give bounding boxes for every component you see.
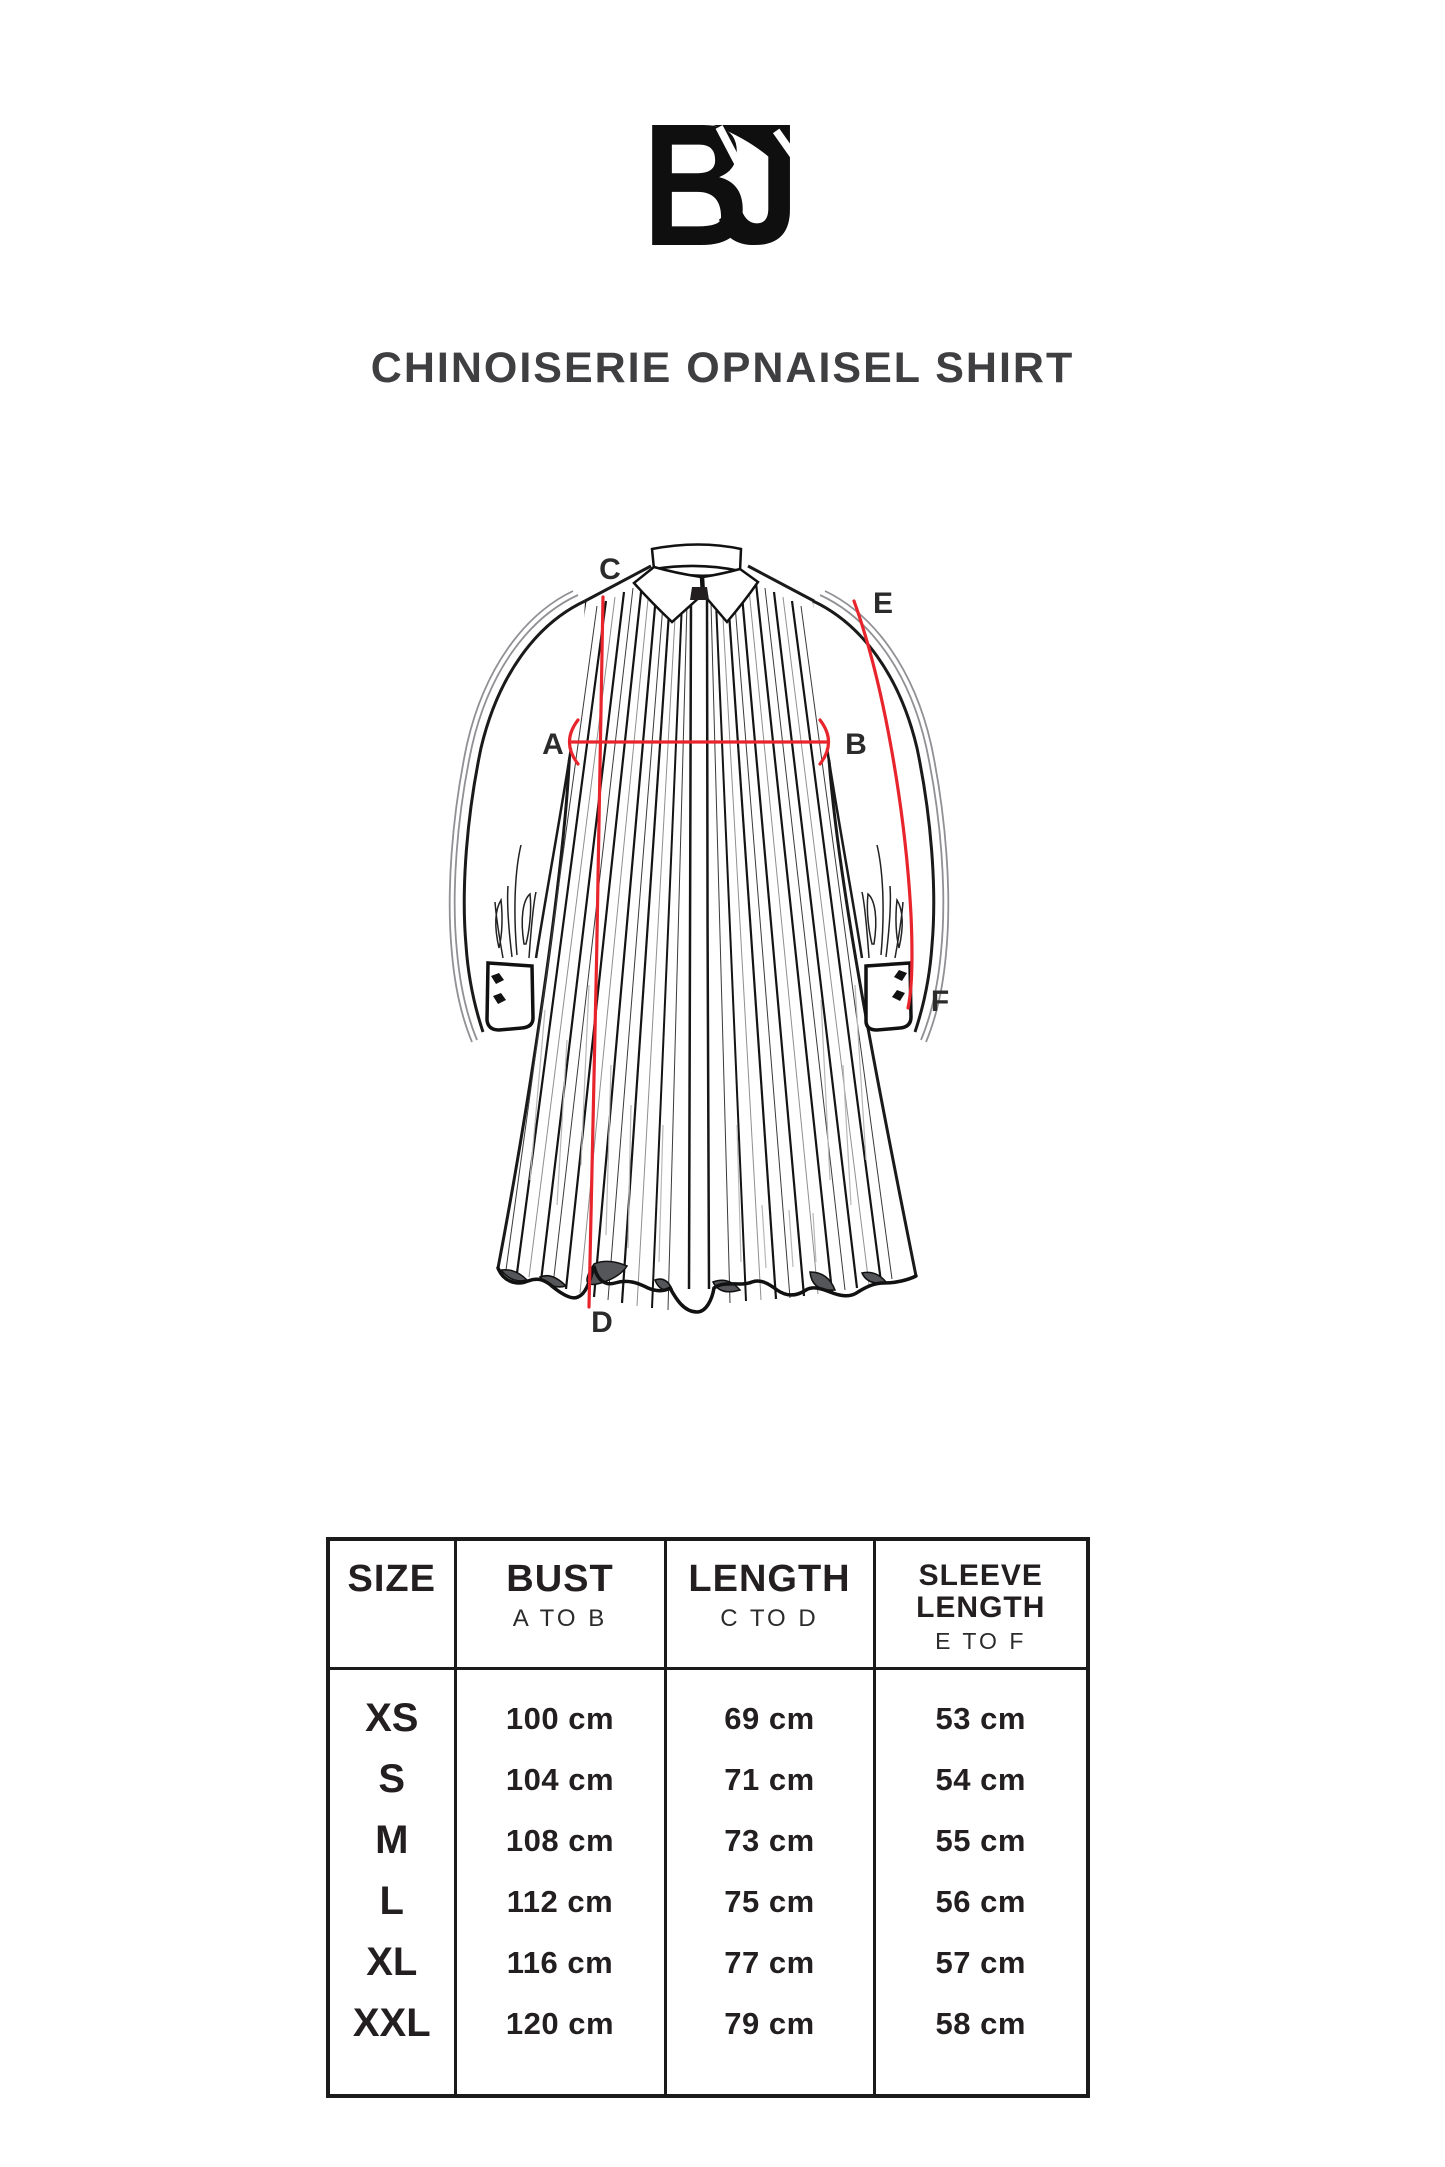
table-row [328, 1749, 1088, 1810]
length-value: 79 cm [665, 1993, 874, 2054]
marker-d: D [591, 1306, 613, 1339]
sleeve-value: 57 cm [874, 1932, 1088, 1993]
header-bust-sublabel: A TO B [512, 1605, 608, 1632]
table-row [328, 1993, 1088, 2054]
drape-lines [530, 985, 866, 1268]
size-label: M [328, 1810, 455, 1871]
table-row [328, 1810, 1088, 1871]
header-bust-label: BUST [506, 1558, 614, 1600]
size-table [326, 1537, 1090, 2098]
size-label: L [328, 1871, 455, 1932]
placket [689, 598, 709, 1289]
length-value: 75 cm [665, 1871, 874, 1932]
bust-value: 100 cm [455, 1669, 665, 1750]
length-value: 69 cm [665, 1669, 874, 1750]
size-label: S [328, 1749, 455, 1810]
table-row [328, 1932, 1088, 1993]
header-sleeve-sublabel: E TO F [935, 1627, 1027, 1654]
hem-line [498, 1266, 916, 1312]
bust-value: 104 cm [455, 1749, 665, 1810]
marker-e: E [872, 587, 894, 620]
header-length [665, 1539, 874, 1669]
brand-logo [650, 123, 800, 247]
header-bust [455, 1539, 665, 1669]
table-row [328, 1669, 1088, 1750]
page-title: CHINOISERIE OPNAISEL SHIRT [370, 344, 1075, 392]
logo-monogram-icon [652, 125, 800, 245]
sleeve-value: 54 cm [874, 1749, 1088, 1810]
sleeve-value: 58 cm [874, 1993, 1088, 2054]
length-value: 73 cm [665, 1810, 874, 1871]
bust-value: 112 cm [455, 1871, 665, 1932]
bust-value: 116 cm [455, 1932, 665, 1993]
length-value: 71 cm [665, 1749, 874, 1810]
sleeve-value: 55 cm [874, 1810, 1088, 1871]
collar [634, 545, 758, 623]
header-sleeve-length [874, 1539, 1088, 1669]
header-sleeve-label: SLEEVE LENGTH [916, 1559, 1046, 1625]
table-row [328, 1871, 1088, 1932]
size-label: XXL [328, 1993, 455, 2054]
header-size-label: SIZE [347, 1558, 436, 1600]
bust-value: 108 cm [455, 1810, 665, 1871]
marker-f: F [930, 985, 950, 1018]
garment-diagram [400, 500, 1060, 1370]
marker-c: C [599, 553, 621, 586]
header-length-sublabel: C TO D [720, 1605, 819, 1632]
sleeve-value: 56 cm [874, 1871, 1088, 1932]
bust-value: 120 cm [455, 1993, 665, 2054]
marker-a: A [542, 728, 564, 761]
size-label: XS [328, 1669, 455, 1750]
length-value: 77 cm [665, 1932, 874, 1993]
size-table-header-row [328, 1539, 1088, 1669]
table-spacer-row [328, 2054, 1088, 2096]
marker-b: B [845, 728, 867, 761]
sleeve-value: 53 cm [874, 1669, 1088, 1750]
header-size [328, 1539, 455, 1669]
collar-button-placket [690, 587, 709, 600]
header-length-label: LENGTH [688, 1558, 851, 1600]
size-label: XL [328, 1932, 455, 1993]
